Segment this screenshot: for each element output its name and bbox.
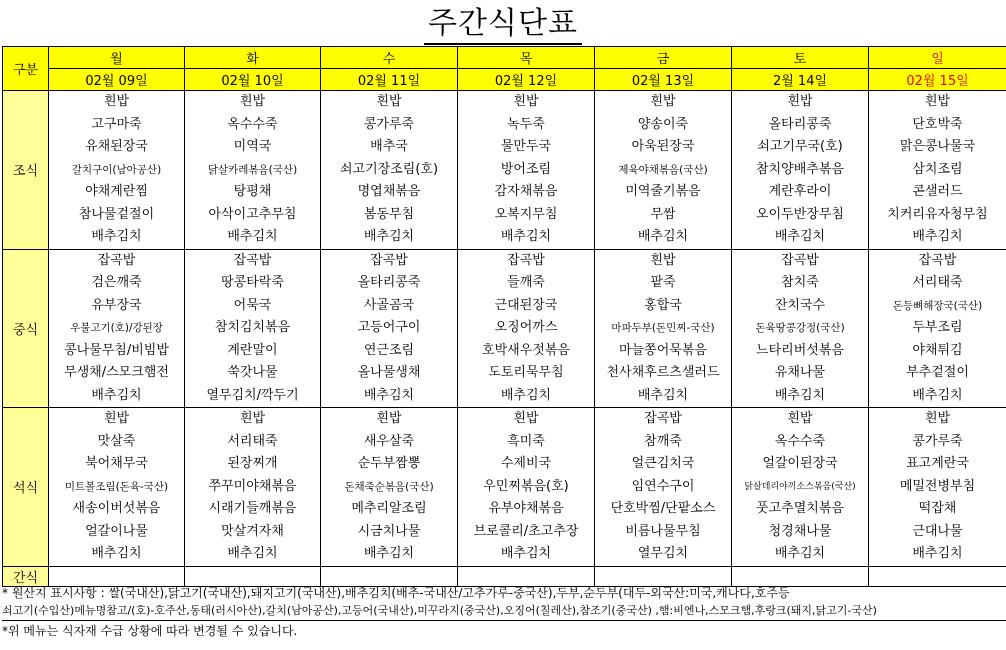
menu-item: 콘샐러드	[912, 184, 963, 199]
menu-item: 배추김치	[227, 546, 278, 561]
menu-item: 갈치구이(남아공산)	[71, 163, 162, 176]
menu-item: 맑은콩나물국	[899, 139, 976, 154]
menu-item: 얼갈이된장국	[762, 456, 838, 471]
menu-item: 야채튀김	[912, 342, 963, 358]
menu-item: 옥수수죽	[774, 433, 826, 449]
menu-item: 계란말이	[227, 342, 278, 358]
menu-change-notice: *위 메뉴는 식자재 수급 상황에 따라 변경될 수 있습니다.	[2, 620, 1006, 641]
menu-item: 사골곰국	[363, 297, 415, 313]
menu-item: 청경채나물	[768, 523, 832, 539]
day-name-wed: 수	[321, 47, 458, 69]
lunch-sun	[869, 249, 1006, 408]
day-name-sat: 토	[732, 47, 869, 69]
menu-item: 메밀전병부침	[899, 478, 976, 494]
menu-item: 표고계란국	[906, 456, 969, 471]
menu-item: 오복지무침	[494, 206, 558, 222]
day-name-sun: 일	[869, 47, 1006, 69]
menu-item: 풋고추멸치볶음	[756, 501, 844, 516]
menu-item: 참깨죽	[644, 433, 682, 449]
lunch-fri	[595, 249, 732, 408]
lunch-thu	[458, 249, 595, 408]
snack-tue	[185, 566, 321, 586]
menu-item: 흰밥	[513, 411, 539, 426]
menu-item: 연근조림	[363, 342, 415, 358]
menu-item: 고구마죽	[91, 116, 142, 132]
menu-item: 얼갈이나물	[85, 523, 148, 539]
menu-item: 미트볼조림(돈육-국산)	[64, 480, 169, 493]
menu-item: 수제비국	[500, 456, 552, 471]
date-mon: 02월 09일	[49, 69, 185, 91]
menu-item: 호박새우젓볶음	[482, 342, 570, 358]
breakfast-wed	[321, 91, 458, 250]
menu-item: 배추김치	[912, 229, 963, 244]
menu-item: 검은깨죽	[91, 275, 142, 290]
menu-item: 메추리알조림	[351, 501, 427, 516]
snack-wed	[321, 566, 458, 586]
menu-item: 계란후라이	[768, 184, 832, 199]
menu-item: 콩가루죽	[912, 433, 963, 449]
menu-item: 순두부짬뽕	[357, 456, 421, 471]
menu-item: 부추겉절이	[906, 365, 969, 380]
menu-item: 쇠고기무국(호)	[757, 139, 843, 154]
menu-item: 잡곡밥	[918, 252, 957, 268]
menu-item: 잡곡밥	[644, 411, 682, 426]
menu-item: 잡곡밥	[507, 252, 545, 268]
lunch-row	[3, 249, 1006, 408]
menu-item: 맛살겨자채	[221, 523, 284, 539]
menu-item: 배추김치	[774, 229, 826, 244]
menu-item: 배추김치	[91, 229, 142, 244]
breakfast-fri	[595, 91, 732, 250]
menu-item: 잡곡밥	[370, 252, 408, 268]
menu-item: 열무김치	[637, 546, 689, 561]
menu-item: 흰밥	[650, 94, 676, 109]
menu-item: 떡잡채	[918, 501, 957, 516]
menu-item: 배추김치	[363, 546, 415, 561]
menu-item: 서리태죽	[227, 433, 278, 449]
menu-item: 맛살죽	[97, 433, 136, 449]
menu-item: 방어조림	[500, 161, 552, 177]
dinner-tue	[185, 408, 321, 567]
menu-item: 배추김치	[500, 229, 552, 244]
menu-item: 배추김치	[774, 546, 826, 561]
menu-item: 배추국	[370, 139, 408, 154]
menu-item: 배추김치	[91, 546, 142, 561]
menu-item: 배추김치	[637, 229, 689, 244]
menu-item: 흑미죽	[507, 433, 545, 449]
origin-notice-line-2: 쇠고기(수입산)메뉴명참고/(호)-호주산,동태(러시아산),갈치(남아공산),고등어(국내산),미꾸라지(중국산),오징어(칠레산),참조기(중국산) ,햄:비엔나,스모크햄,후랑크(돼지,닭고기-국산)	[2, 604, 877, 617]
dinner-fri	[595, 408, 732, 567]
menu-item: 흰밥	[376, 411, 402, 426]
dinner-mon	[49, 408, 185, 567]
snack-thu	[458, 566, 595, 586]
meal-label-snack: 간식	[3, 566, 49, 586]
menu-item: 흰밥	[924, 411, 951, 426]
menu-item: 배추김치	[912, 387, 963, 403]
menu-item: 치커리유자청무침	[887, 206, 988, 222]
lunch-mon	[49, 249, 185, 408]
menu-item: 흰밥	[103, 411, 130, 426]
menu-item: 우민찌볶음(호)	[483, 478, 569, 494]
menu-item: 무생채/스모크햄전	[64, 365, 169, 380]
menu-item: 흰밥	[376, 94, 402, 109]
lunch-wed	[321, 249, 458, 408]
menu-item: 돈육땅콩강정(국산)	[755, 322, 845, 334]
breakfast-thu	[458, 91, 595, 250]
menu-item: 잡곡밥	[781, 252, 819, 268]
menu-item: 흰밥	[787, 94, 813, 109]
menu-item: 참나물겉절이	[78, 206, 155, 222]
snack-mon	[49, 566, 185, 586]
menu-item: 콩나물무침/비빔밥	[64, 342, 169, 358]
menu-item: 시금치나물	[357, 523, 421, 539]
menu-item: 제육야채볶음(국산)	[618, 163, 708, 176]
menu-item: 새우살죽	[363, 433, 415, 449]
dinner-sun	[869, 408, 1006, 567]
menu-item: 참치김치볶음	[214, 320, 291, 335]
date-fri: 02월 13일	[595, 69, 732, 91]
meal-label-lunch: 중식	[3, 249, 49, 408]
menu-item: 단호박죽	[912, 116, 963, 132]
page-title-text: 주간식단표	[424, 5, 582, 45]
menu-item: 녹두죽	[507, 116, 545, 132]
snack-row	[3, 566, 1006, 586]
menu-item: 마파두부(돈민찌-국산)	[611, 322, 715, 334]
menu-item: 배추김치	[363, 387, 415, 403]
menu-item: 돈등뼈해장국(국산)	[892, 299, 983, 312]
menu-item: 닭살카레볶음(국산)	[207, 163, 298, 176]
menu-item: 참치죽	[781, 275, 819, 290]
menu-item: 고등어구이	[357, 320, 421, 335]
menu-item: 무쌈	[650, 206, 676, 222]
breakfast-sun	[869, 91, 1006, 250]
menu-item: 잔치국수	[774, 297, 826, 313]
menu-item: 양송이죽	[637, 116, 689, 132]
menu-item: 배추김치	[912, 546, 963, 561]
menu-item: 흰밥	[924, 94, 951, 109]
menu-item: 마늘쫑어묵볶음	[619, 342, 707, 358]
menu-item: 흰밥	[239, 411, 266, 426]
origin-notice-line-1: * 원산지 표시사항 : 쌀(국내산),닭고기(국내산),돼지고기(국내산),배추김치(배추-국내산/고추가루-중국산),두부,순두부(대두-외국산:미국,캐나다,호주등	[2, 586, 790, 600]
menu-item: 오징어까스	[494, 320, 558, 335]
dinner-sat	[732, 408, 869, 567]
menu-item: 쭈꾸미야채볶음	[208, 478, 297, 494]
dinner-row	[3, 408, 1006, 567]
day-name-fri: 금	[595, 47, 732, 69]
menu-item: 닭살데리야끼소스볶음(국산)	[744, 481, 856, 492]
menu-item: 명엽채볶음	[357, 184, 421, 199]
menu-item: 탕평채	[233, 184, 272, 199]
menu-item: 아삭이고추무침	[208, 206, 297, 222]
menu-item: 삼치조림	[912, 161, 963, 177]
menu-item: 참치양배추볶음	[756, 161, 844, 177]
menu-item: 얼큰김치국	[631, 456, 695, 471]
menu-item: 근대된장국	[494, 297, 558, 313]
menu-item: 미역줄기볶음	[625, 184, 701, 199]
snack-sat	[732, 566, 869, 586]
menu-item: 흰밥	[787, 411, 813, 426]
menu-item: 브로콜리/초고추장	[473, 523, 579, 539]
menu-item: 우불고기(호)/강된장	[70, 322, 163, 334]
snack-sun	[869, 566, 1006, 586]
breakfast-mon	[49, 91, 185, 250]
menu-item: 배추김치	[500, 546, 552, 561]
menu-item: 도토리묵무침	[488, 365, 564, 380]
menu-item: 쇠고기장조림(호)	[339, 161, 439, 177]
menu-item: 야채계란찜	[85, 184, 148, 199]
gubun-label: 구분	[3, 47, 49, 91]
menu-item: 배추김치	[500, 387, 552, 403]
menu-item: 서리태죽	[912, 275, 963, 290]
menu-item: 유채나물	[774, 365, 826, 380]
menu-item: 콩가루죽	[363, 116, 415, 132]
day-name-row	[3, 47, 1006, 69]
menu-item: 단호박찜/단팥소스	[610, 501, 716, 516]
date-row	[3, 69, 1006, 91]
menu-item: 천사채후르츠샐러드	[606, 365, 720, 380]
menu-item: 열무김치/깍두기	[206, 387, 299, 403]
menu-item: 배추김치	[637, 387, 689, 403]
lunch-tue	[185, 249, 321, 408]
breakfast-tue	[185, 91, 321, 250]
menu-item: 아욱된장국	[631, 139, 695, 154]
lunch-sat	[732, 249, 869, 408]
menu-item: 흰밥	[513, 94, 539, 109]
day-name-tue: 화	[185, 47, 321, 69]
snack-fri	[595, 566, 732, 586]
menu-item: 배추김치	[227, 229, 278, 244]
date-tue: 02월 10일	[185, 69, 321, 91]
menu-item: 흰밥	[103, 94, 130, 109]
menu-item: 봄동무침	[363, 206, 415, 222]
day-name-mon: 월	[49, 47, 185, 69]
dinner-thu	[458, 408, 595, 567]
menu-item: 올타리콩죽	[357, 275, 421, 290]
menu-item: 팥죽	[650, 275, 676, 290]
menu-item: 옥수수죽	[227, 116, 278, 132]
menu-item: 돈채죽순볶음(국산)	[344, 480, 434, 493]
menu-item: 느타리버섯볶음	[756, 342, 844, 358]
date-wed: 02월 11일	[321, 69, 458, 91]
breakfast-row	[3, 91, 1006, 250]
date-sat: 2월 14일	[732, 69, 869, 91]
menu-item: 올나물생채	[357, 365, 421, 380]
menu-item: 유부장국	[91, 297, 142, 313]
menu-item: 물만두국	[500, 139, 552, 154]
menu-item: 새송이버섯볶음	[72, 501, 161, 516]
date-sun: 02월 15일	[869, 69, 1006, 91]
page-title	[0, 2, 1006, 46]
menu-item: 잡곡밥	[233, 252, 272, 268]
meal-label-dinner: 석식	[3, 408, 49, 567]
menu-item: 오이두반장무침	[756, 206, 844, 222]
menu-table	[2, 46, 1006, 587]
meal-label-breakfast: 조식	[3, 91, 49, 250]
menu-item: 잡곡밥	[97, 252, 136, 268]
menu-item: 근대나물	[912, 523, 963, 539]
menu-item: 두부조림	[912, 320, 963, 335]
menu-item: 땅콩타락죽	[221, 275, 284, 290]
menu-item: 홍합국	[644, 297, 682, 313]
menu-item: 북어채무국	[85, 456, 148, 471]
menu-item: 임연수구이	[631, 478, 695, 494]
menu-item: 어묵국	[233, 297, 272, 313]
menu-item: 유채된장국	[85, 139, 148, 154]
menu-item: 미역국	[233, 139, 272, 154]
menu-item: 시래기들깨볶음	[208, 501, 297, 516]
menu-item: 감자채볶음	[494, 184, 558, 199]
notes-section	[2, 584, 1006, 641]
menu-item: 흰밥	[239, 94, 266, 109]
menu-item: 올타리콩죽	[768, 116, 832, 132]
dinner-wed	[321, 408, 458, 567]
menu-item: 배추김치	[91, 387, 142, 403]
menu-item: 흰밥	[650, 252, 676, 268]
menu-item: 쑥갓나물	[227, 365, 278, 380]
menu-item: 들깨죽	[507, 275, 545, 290]
day-name-thu: 목	[458, 47, 595, 69]
menu-item: 된장찌개	[227, 456, 278, 471]
menu-item: 배추김치	[774, 387, 826, 403]
date-thu: 02월 12일	[458, 69, 595, 91]
menu-item: 배추김치	[363, 229, 415, 244]
menu-item: 유부야채볶음	[488, 501, 564, 516]
breakfast-sat	[732, 91, 869, 250]
menu-item: 비름나물무침	[625, 523, 701, 539]
